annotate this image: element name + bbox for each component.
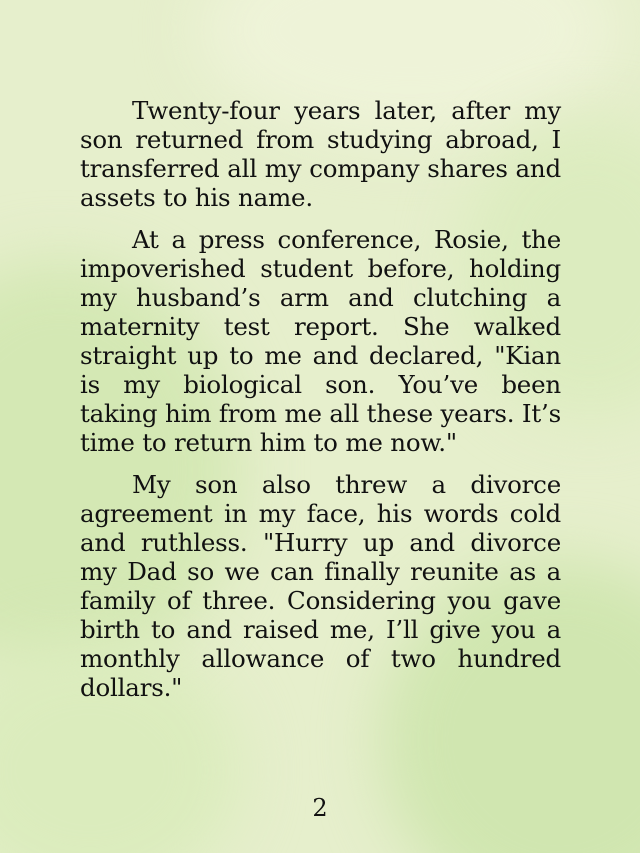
page-number: 2 — [312, 794, 328, 822]
story-text — [80, 96, 561, 715]
paragraph: My son also threw a divorce agreement in my face, his words cold and ruthless. "Hurry up and divorce my Dad so we can finally reunite as a family of three. Considering you gave birth to and raised me, I’ll give you a monthly allowance of two hundred dollars." — [80, 470, 561, 702]
paragraph: Twenty-four years later, after my son returned from studying abroad, I transferred all my company shares and assets to his name. — [80, 96, 561, 212]
paragraph: At a press conference, Rosie, the impoverished student before, holding my husband’s arm and clutching a maternity test report. She walked straight up to me and declared, "Kian is my biological son. You’ve been taking him from me all these years. It’s time to return him to me now." — [80, 225, 561, 457]
